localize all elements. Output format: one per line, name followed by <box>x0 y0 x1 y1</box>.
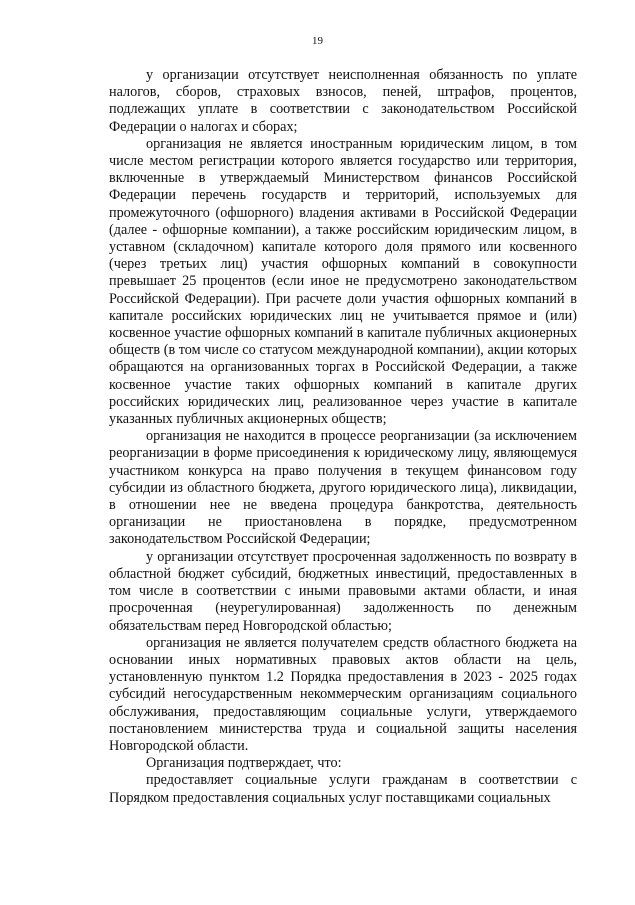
paragraph-reorganization: организация не находится в процессе реорганизации (за исключением реорганизации в форме присоединения к юридическому лицу, являющемуся участником конкурса на право получения в текущем финансовом году субсидии из областного бюджета, другого юридического лица), ликвидации, в отношении нее не введена процедура банкротства, деятельность организации не приостановлена в порядке, предусмотренном законодательством Российской Федерации; <box>109 428 577 548</box>
paragraph-overdue-debt: у организации отсутствует просроченная задолженность по возврату в областной бюджет субсидий, бюджетных инвестиций, предоставленных в том числе в соответствии с иными правовыми актами области, и иная просроченная (неурегулированная) задолженность по денежным обязательствам перед Новгородской областью; <box>109 548 577 634</box>
paragraph-confirmation-heading: Организация подтверждает, что: <box>146 755 342 772</box>
paragraph-budget-recipient: организация не является получателем средств областного бюджета на основании иных нормативных правовых актов области на цель, установленную пунктом 1.2 Порядка предоставления в 2023 - 2025 годах субсидий негосударственным некоммерческим организациям социального обслуживания, предоставляющим социальные услуги, утверждаемого постановлением министерства труда и социальной защиты населения Новгородской области. <box>109 634 577 754</box>
paragraph-offshore-status: организация не является иностранным юридическим лицом, в том числе местом регистрации которого является государство или территория, включенные в утверждаемый Министерством финансов Российской Федерации перечень государств и территорий, используемых для промежуточного (офшорного) владения активами в Российской Федерации (далее - офшорные компании), а также российским юридическим лицом, в уставном (складочном) капитале которого доля прямого или косвенного (через третьих лиц) участия офшорных компаний в совокупности превышает 25 процентов (если иное не предусмотрено законодательством Российской Федерации). При расчете доли участия офшорных компаний в капитале российских юридических лиц не учитывается прямое и (или) косвенное участие офшорных компаний в капитале публичных акционерных обществ (в том числе со статусом международной компании), акции которых обращаются на организованных торгах в Российской Федерации, а также косвенное участие таких офшорных компаний в капитале других российских юридических лиц, реализованное через участие в капитале указанных публичных акционерных обществ; <box>109 135 577 428</box>
paragraph-tax-obligations: у организации отсутствует неисполненная обязанность по уплате налогов, сборов, страховых взносов, пеней, штрафов, процентов, подлежащих уплате в соответствии с законодательством Российской Федерации о налогах и сборах; <box>109 67 577 135</box>
document-body <box>109 67 577 807</box>
paragraph-social-services: предоставляет социальные услуги гражданам в соответствии с Порядком предоставления социальных услуг поставщиками социальных <box>109 772 577 806</box>
page-number: 19 <box>312 35 323 47</box>
